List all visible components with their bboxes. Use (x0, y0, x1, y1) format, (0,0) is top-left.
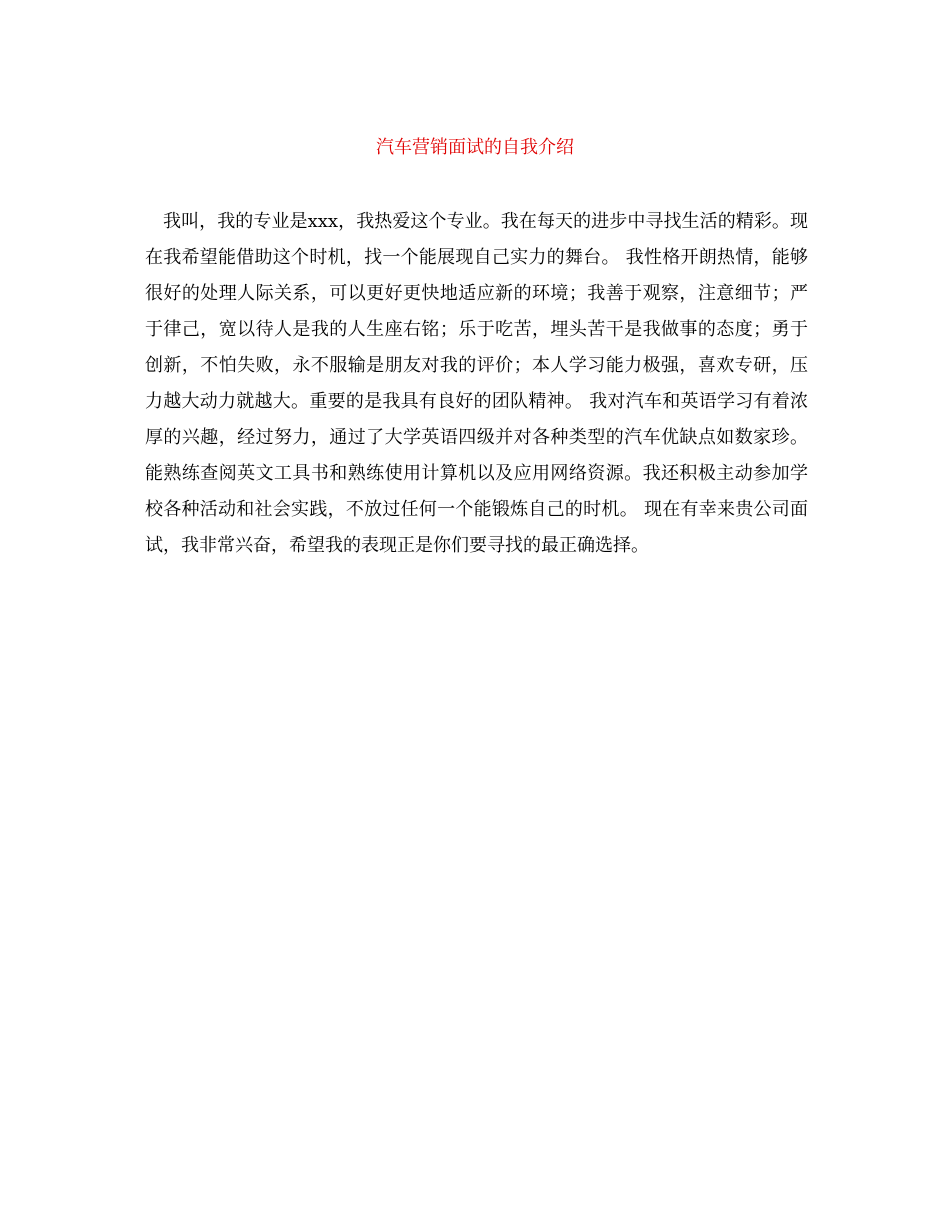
body-paragraph: 我叫，我的专业是xxx，我热爱这个专业。我在每天的进步中寻找生活的精彩。现在我希望能借助这个时机，找一个能展现自己实力的舞台。 我性格开朗热情，能够很好的处理人际关系，可以更好更快地适应新的环境；我善于观察，注意细节；严于律己，宽以待人是我的人生座右铭；乐于吃苦，埋头苦干是我做事的态度；勇于创新，不怕失败，永不服输是朋友对我的评价；本人学习能力极强，喜欢专研，压力越大动力就越大。重要的是我具有良好的团队精神。 我对汽车和英语学习有着浓厚的兴趣，经过努力，通过了大学英语四级并对各种类型的汽车优缺点如数家珍。能熟练查阅英文工具书和熟练使用计算机以及应用网络资源。我还积极主动参加学校各种活动和社会实践，不放过任何一个能锻炼自己的时机。 现在有幸来贵公司面试，我非常兴奋，希望我的表现正是你们要寻找的最正确选择。 (145, 211, 808, 556)
document-title: 汽车营销面试的自我介绍 (376, 137, 574, 158)
